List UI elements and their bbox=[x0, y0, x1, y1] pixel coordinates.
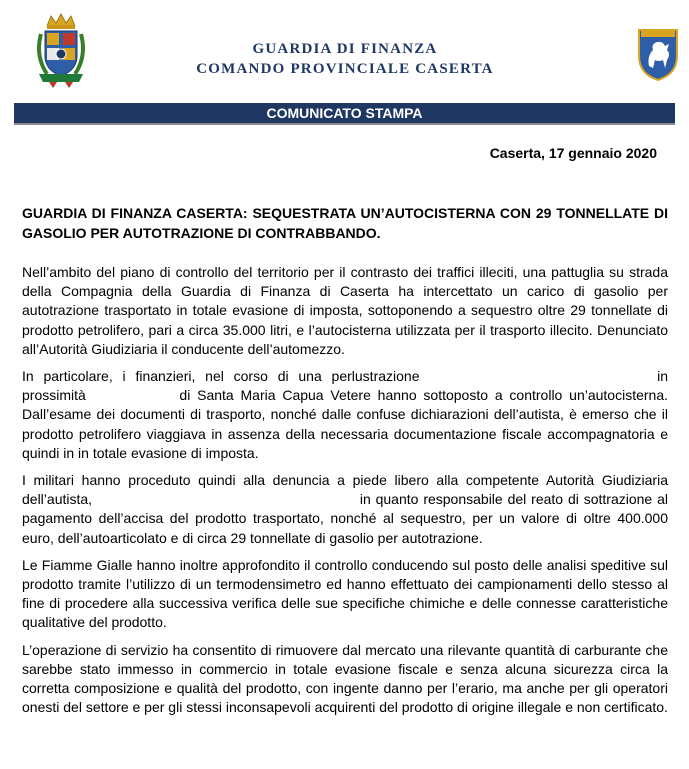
org-name: GUARDIA DI FINANZA bbox=[252, 41, 438, 57]
paragraph-2-part-a: In particolare, i finanzieri, nel corso di una perlustrazione bbox=[22, 368, 420, 385]
date-line: Caserta, 17 gennaio 2020 bbox=[489, 145, 657, 161]
press-release-banner: COMUNICATO STAMPA bbox=[14, 103, 675, 123]
article-body bbox=[22, 263, 668, 725]
paragraph-3-part-b: in quanto responsabile del reato di sottrazione al pagamento dell’accisa del prodotto trasportato, nonché al sequestro, per un valore di oltre 400.000 euro, dell’autoarticolato e di circa 29 tonnellate di gasolio per autotrazione. bbox=[22, 491, 669, 546]
paragraph-2-part-c: di Santa Maria Capua Vetere hanno sottoposto a controllo un’autocisterna. Dall’esame dei documenti di trasporto, nonché dalle confuse dichiarazioni dell’autista, è emerso che il prodotto petrolifero viaggiava in assenza della necessaria documentazione fiscale accompagnatoria e quindi in in totale evasione di imposta. bbox=[22, 387, 668, 461]
org-unit: COMANDO PROVINCIALE CASERTA bbox=[196, 61, 494, 77]
paragraph-5: L’operazione di servizio ha consentito di rimuovere dal mercato una rilevante quantità di carburante che sarebbe stato immesso in commercio in totale evasione fiscale e senza alcuna sicurezza circa la corretta composizione e qualità del prodotto, con ingente danno per l’erario, ma anche per gli operatori onesti del settore e per gli stessi inconsapevoli acquirenti del prodotto di origine illegale e non certificato. bbox=[22, 641, 668, 716]
paragraph-2 bbox=[22, 367, 668, 463]
paragraph-1: Nell’ambito del piano di controllo del territorio per il contrasto dei traffici illeciti, una pattuglia su strada della Compagnia della Guardia di Finanza di Caserta ha intercettato un carico di gasolio per autotrazione trasportato in totale evasione di imposta, sottoponendo a sequestro oltre 29 tonnellate di prodotto petrolifero, pari a circa 35.000 litri, e l’autocisterna utilizzata per il trasporto illecito. Denunciato all’Autorità Giudiziaria il conducente dell’automezzo. bbox=[22, 264, 668, 357]
paragraph-4: Le Fiamme Gialle hanno inoltre approfondito il controllo conducendo sul posto delle analisi speditive sul prodotto tramite l’utilizzo di un termodensimetro ed hanno effettuato dei campionamenti dello stesso al fine di procedere alla successiva verifica delle sue specifiche chimiche e delle connesse caratteristiche qualitative del prodotto. bbox=[22, 556, 668, 631]
blue-shield-horse-icon bbox=[637, 24, 679, 82]
paragraph-3 bbox=[22, 471, 668, 548]
guardia-di-finanza-crest-icon bbox=[33, 12, 89, 88]
paragraph-2-part-b: in prossimità bbox=[22, 368, 669, 404]
banner-shadow bbox=[14, 123, 675, 125]
letterhead bbox=[0, 0, 689, 100]
headline: GUARDIA DI FINANZA CASERTA: SEQUESTRATA UN’AUTOCISTERNA CON 29 TONNELLATE DI GASOLIO PER AUTOTRAZIONE DI CONTRABBANDO. bbox=[22, 205, 668, 241]
paragraph-3-part-a: I militari hanno proceduto quindi alla denuncia a piede libero alla competente Autorità Giudiziaria dell’autista, bbox=[22, 472, 668, 508]
